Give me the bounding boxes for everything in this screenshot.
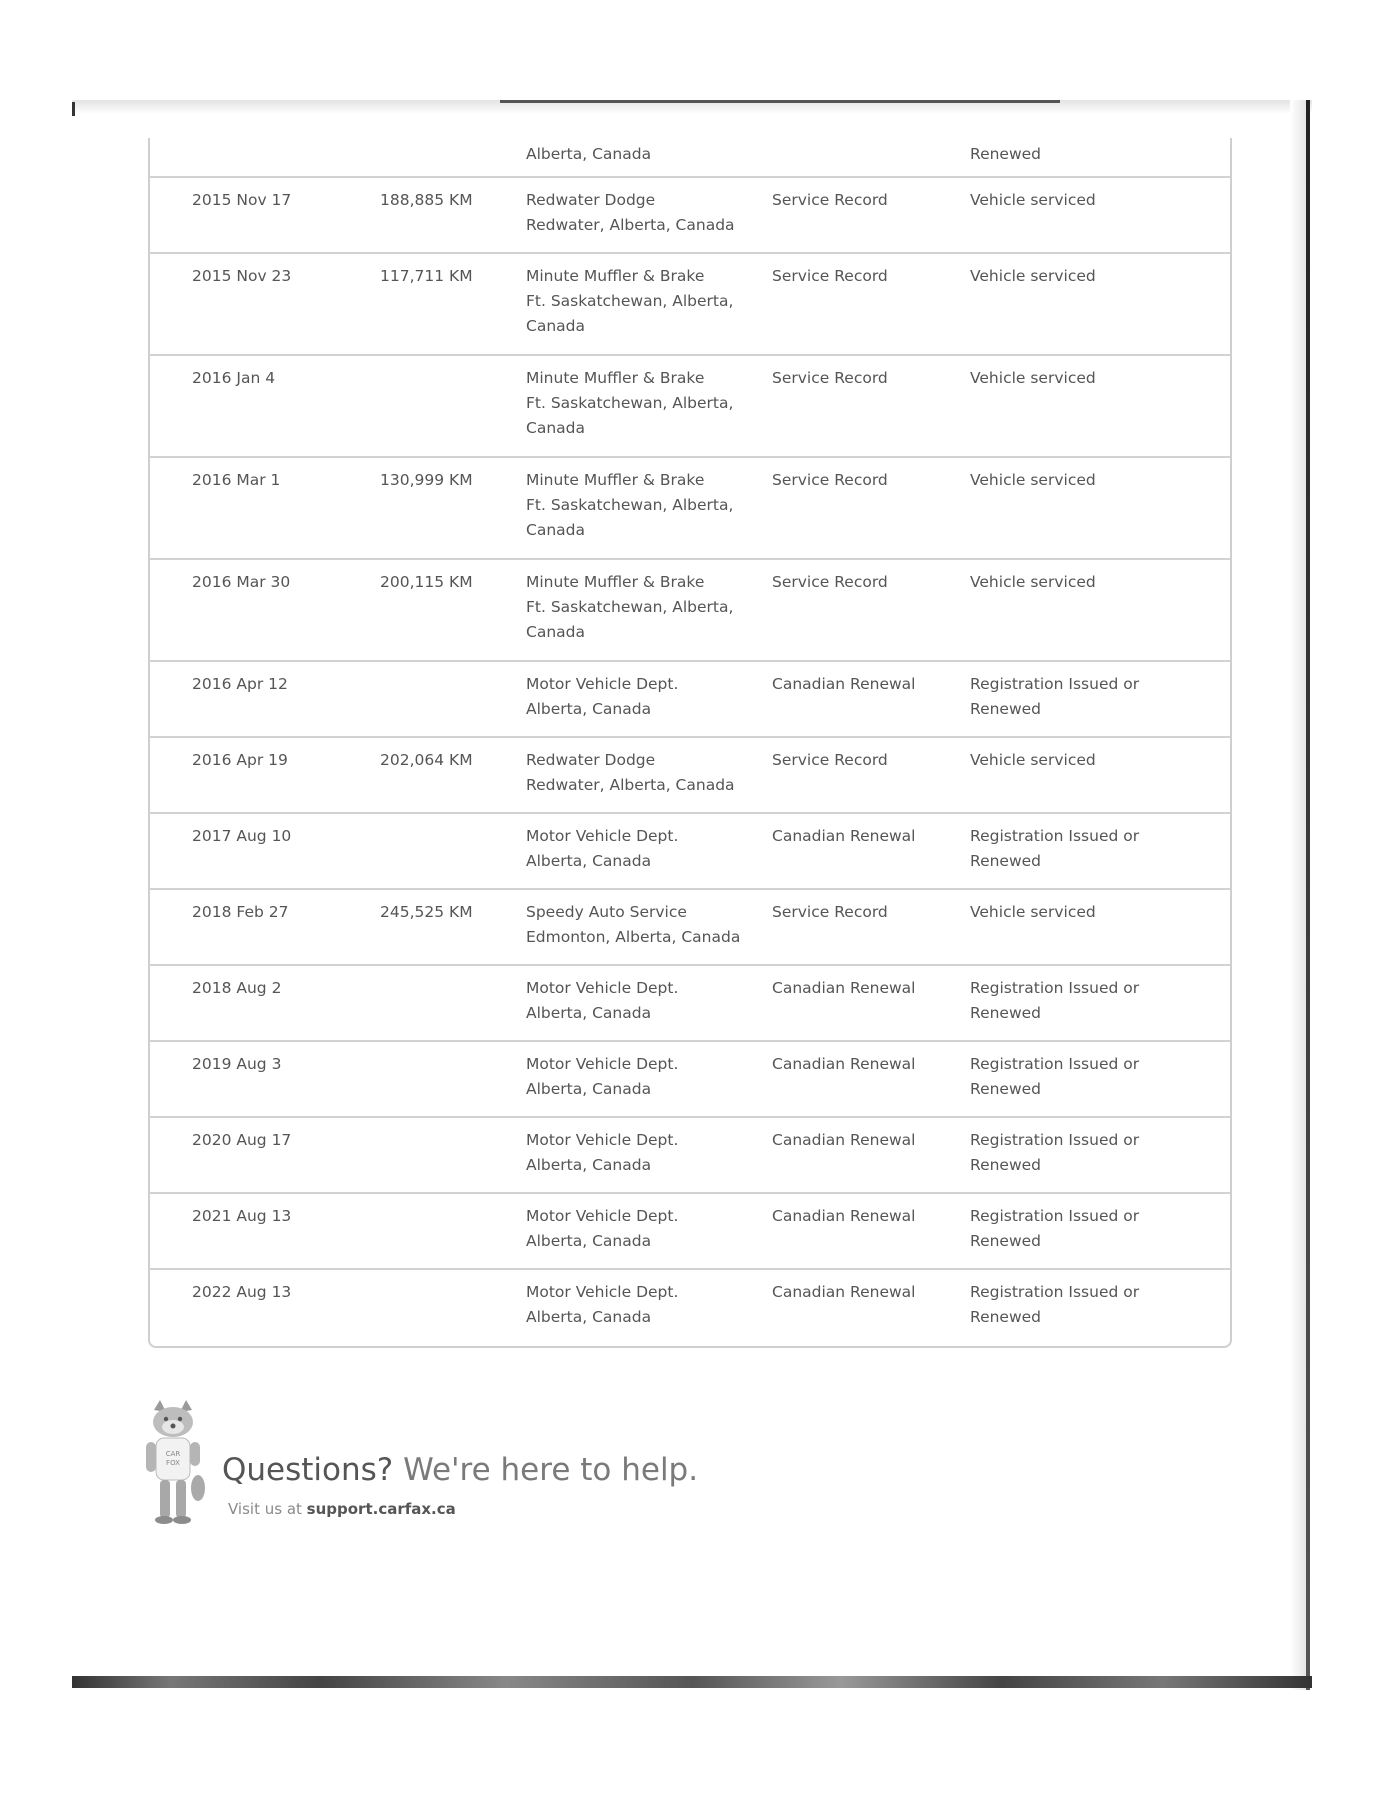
row-source-line: Canada	[526, 419, 585, 437]
row-comment-line: Registration Issued or	[970, 1283, 1140, 1301]
row-comment-line: Vehicle serviced	[970, 267, 1096, 285]
row-source-line: Redwater Dodge	[526, 191, 656, 209]
row-source-line: Speedy Auto Service	[526, 903, 687, 921]
row-comment-line: Renewed	[970, 1004, 1042, 1022]
scan-edge-bottom	[72, 1676, 1312, 1688]
row-source	[526, 142, 746, 167]
row-record-type: Canadian Renewal	[772, 979, 916, 997]
row-comments	[970, 142, 1170, 167]
row-date: 2016 Apr 12	[192, 675, 288, 693]
row-record-type: Service Record	[772, 267, 888, 285]
table-row	[150, 178, 1230, 254]
row-source-line: Minute Muffler & Brake	[526, 471, 705, 489]
row-record-type: Service Record	[772, 191, 888, 209]
row-odometer: 245,525 KM	[380, 903, 473, 921]
row-source-line: Alberta, Canada	[526, 700, 652, 718]
support-link[interactable]: support.carfax.ca	[306, 1500, 456, 1518]
row-source-line: Ft. Saskatchewan, Alberta,	[526, 598, 734, 616]
table-row	[150, 662, 1230, 738]
row-source-line: Motor Vehicle Dept.	[526, 827, 679, 845]
table-row	[150, 1194, 1230, 1270]
row-source-line: Redwater, Alberta, Canada	[526, 776, 735, 794]
row-source-line: Motor Vehicle Dept.	[526, 1207, 679, 1225]
row-comments	[970, 188, 1170, 213]
scan-edge-mark	[72, 102, 75, 116]
row-source	[526, 1204, 746, 1254]
row-comment-line: Registration Issued or	[970, 1207, 1140, 1225]
row-record-type: Service Record	[772, 751, 888, 769]
row-comments	[970, 1128, 1170, 1178]
row-source-line: Redwater Dodge	[526, 751, 656, 769]
row-record-type: Canadian Renewal	[772, 1207, 916, 1225]
scan-edge-top	[500, 100, 1060, 103]
row-date: 2022 Aug 13	[192, 1283, 292, 1301]
vehicle-history-table	[148, 138, 1232, 1348]
row-comment-line: Vehicle serviced	[970, 751, 1096, 769]
row-date: 2016 Apr 19	[192, 751, 288, 769]
row-source-line: Alberta, Canada	[526, 1080, 652, 1098]
row-odometer: 188,885 KM	[380, 191, 473, 209]
row-source-line: Minute Muffler & Brake	[526, 369, 705, 387]
row-record-type: Service Record	[772, 573, 888, 591]
table-row	[150, 1118, 1230, 1194]
row-source-line: Alberta, Canada	[526, 1156, 652, 1174]
row-date: 2016 Jan 4	[192, 369, 276, 387]
row-source-line: Ft. Saskatchewan, Alberta,	[526, 394, 734, 412]
row-date: 2017 Aug 10	[192, 827, 292, 845]
svg-text:FOX: FOX	[166, 1459, 180, 1467]
row-source-line: Ft. Saskatchewan, Alberta,	[526, 292, 734, 310]
row-date: 2018 Aug 2	[192, 979, 282, 997]
row-date: 2015 Nov 23	[192, 267, 292, 285]
row-date: 2015 Nov 17	[192, 191, 292, 209]
row-source-line: Alberta, Canada	[526, 1004, 652, 1022]
table-row	[150, 814, 1230, 890]
carfox-mascot-icon	[140, 1400, 206, 1526]
row-record-type: Canadian Renewal	[772, 1055, 916, 1073]
row-comment-line: Vehicle serviced	[970, 191, 1096, 209]
row-comment-line: Registration Issued or	[970, 827, 1140, 845]
row-source	[526, 748, 746, 798]
row-comment-line: Renewed	[970, 1156, 1042, 1174]
row-source-line: Motor Vehicle Dept.	[526, 1055, 679, 1073]
row-source-line: Motor Vehicle Dept.	[526, 979, 679, 997]
row-comment-line: Registration Issued or	[970, 1131, 1140, 1149]
table-row	[150, 738, 1230, 814]
row-record-type: Canadian Renewal	[772, 827, 916, 845]
row-date: 2016 Mar 30	[192, 573, 291, 591]
row-record-type: Service Record	[772, 369, 888, 387]
row-source-line: Edmonton, Alberta, Canada	[526, 928, 741, 946]
row-source	[526, 976, 746, 1026]
row-comment-line: Renewed	[970, 852, 1042, 870]
table-row	[150, 1042, 1230, 1118]
help-heading-rest: We're here to help.	[393, 1452, 699, 1488]
row-odometer: 202,064 KM	[380, 751, 473, 769]
row-source-line: Canada	[526, 521, 585, 539]
row-source	[526, 824, 746, 874]
row-source	[526, 468, 746, 543]
row-comment-line: Vehicle serviced	[970, 903, 1096, 921]
row-source	[526, 900, 746, 950]
table-row	[150, 138, 1230, 178]
help-visit-prefix: Visit us at	[228, 1500, 307, 1518]
row-comment-line: Renewed	[970, 700, 1042, 718]
table-row	[150, 890, 1230, 966]
row-source	[526, 264, 746, 339]
row-date: 2020 Aug 17	[192, 1131, 292, 1149]
row-comments	[970, 1052, 1170, 1102]
row-comment-line: Registration Issued or	[970, 675, 1140, 693]
row-comments	[970, 824, 1170, 874]
row-source-line: Redwater, Alberta, Canada	[526, 216, 735, 234]
row-comment-line: Vehicle serviced	[970, 471, 1096, 489]
row-date: 2021 Aug 13	[192, 1207, 292, 1225]
row-record-type: Service Record	[772, 903, 888, 921]
row-source	[526, 1280, 746, 1330]
help-subtext	[228, 1500, 456, 1518]
row-source-line: Canada	[526, 317, 585, 335]
row-comment-line: Renewed	[970, 1080, 1042, 1098]
row-source	[526, 366, 746, 441]
help-heading	[222, 1452, 698, 1488]
row-record-type: Canadian Renewal	[772, 1131, 916, 1149]
table-row	[150, 1270, 1230, 1346]
row-source	[526, 1128, 746, 1178]
row-comment-line: Renewed	[970, 145, 1042, 163]
row-date: 2016 Mar 1	[192, 471, 281, 489]
row-comments	[970, 264, 1170, 289]
row-source-line: Motor Vehicle Dept.	[526, 1283, 679, 1301]
row-comments	[970, 976, 1170, 1026]
row-record-type: Canadian Renewal	[772, 1283, 916, 1301]
row-source-line: Alberta, Canada	[526, 1308, 652, 1326]
row-source	[526, 1052, 746, 1102]
row-source-line: Motor Vehicle Dept.	[526, 675, 679, 693]
scan-edge-right	[1306, 100, 1310, 1690]
row-source-line: Canada	[526, 623, 585, 641]
row-comment-line: Registration Issued or	[970, 979, 1140, 997]
row-comments	[970, 900, 1170, 925]
row-record-type: Service Record	[772, 471, 888, 489]
row-source	[526, 570, 746, 645]
row-comment-line: Vehicle serviced	[970, 573, 1096, 591]
table-row	[150, 254, 1230, 356]
help-heading-strong: Questions?	[222, 1452, 394, 1488]
row-source-line: Minute Muffler & Brake	[526, 267, 705, 285]
row-date: 2019 Aug 3	[192, 1055, 282, 1073]
row-comment-line: Renewed	[970, 1308, 1042, 1326]
row-comments	[970, 366, 1170, 391]
row-source-line: Alberta, Canada	[526, 1232, 652, 1250]
row-comments	[970, 672, 1170, 722]
row-comments	[970, 748, 1170, 773]
row-comments	[970, 570, 1170, 595]
scan-shadow-right	[1290, 100, 1306, 1690]
row-comments	[970, 468, 1170, 493]
row-comments	[970, 1280, 1170, 1330]
row-odometer: 117,711 KM	[380, 267, 473, 285]
table-row	[150, 458, 1230, 560]
table-row	[150, 356, 1230, 458]
row-odometer: 200,115 KM	[380, 573, 473, 591]
row-source-line: Minute Muffler & Brake	[526, 573, 705, 591]
row-date: 2018 Feb 27	[192, 903, 289, 921]
row-source-line: Motor Vehicle Dept.	[526, 1131, 679, 1149]
row-comments	[970, 1204, 1170, 1254]
row-comment-line: Vehicle serviced	[970, 369, 1096, 387]
table-row	[150, 560, 1230, 662]
row-comment-line: Registration Issued or	[970, 1055, 1140, 1073]
row-source	[526, 188, 746, 238]
row-source-line: Alberta, Canada	[526, 145, 652, 163]
row-odometer: 130,999 KM	[380, 471, 473, 489]
row-source-line: Alberta, Canada	[526, 852, 652, 870]
row-source	[526, 672, 746, 722]
row-record-type: Canadian Renewal	[772, 675, 916, 693]
row-comment-line: Renewed	[970, 1232, 1042, 1250]
row-source-line: Ft. Saskatchewan, Alberta,	[526, 496, 734, 514]
svg-text:CAR: CAR	[165, 1450, 181, 1458]
table-row	[150, 966, 1230, 1042]
